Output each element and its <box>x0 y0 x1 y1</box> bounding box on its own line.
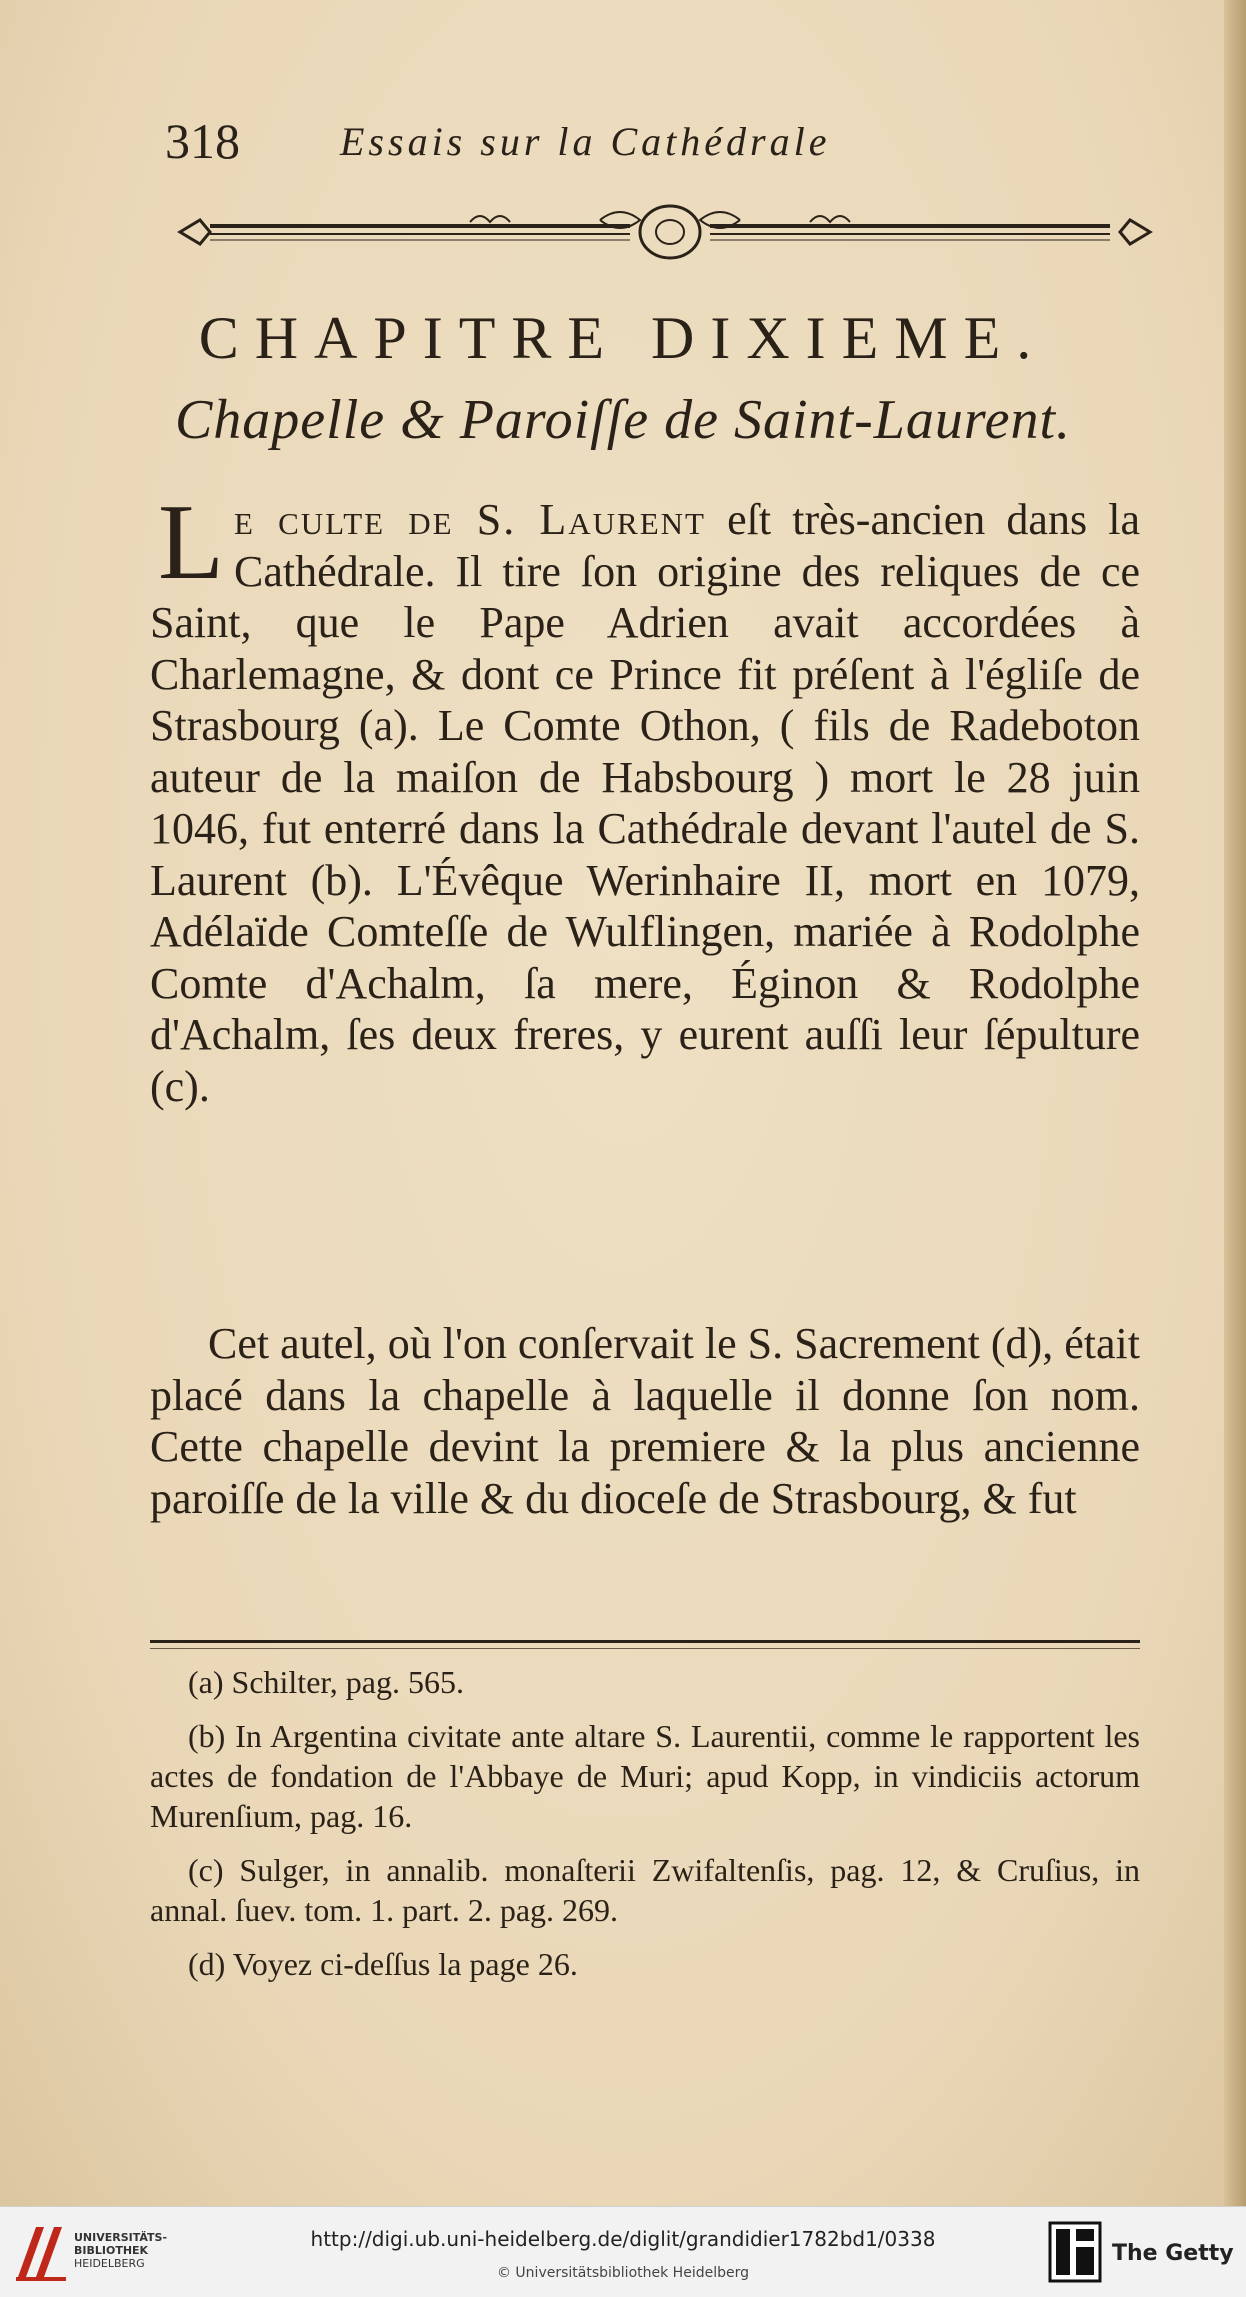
footnote-mark: (a) <box>188 1664 224 1700</box>
footnote-text: Schilter, pag. 565. <box>231 1664 464 1700</box>
footnote-a <box>150 1662 1140 1702</box>
drop-cap: L <box>158 483 224 602</box>
footnote-text: In Argentina civitate ante altare S. Laurentii, comme le rapportent les actes de fondation de l'Abbaye de Muri; apud Kopp, in vindiciis actorum Murenſium, pag. 16. <box>150 1718 1141 1834</box>
getty-logo-icon <box>1048 2221 1102 2283</box>
footnote-mark: (d) <box>188 1946 226 1982</box>
footnote-c <box>150 1850 1140 1930</box>
running-title: Essais sur la Cathédrale <box>340 119 831 164</box>
chapter-subtitle: Chapelle & Paroiſſe de Saint-Laurent. <box>174 389 1072 451</box>
paragraph-2: Cet autel, où l'on conſervait le S. Sacrement (d), était placé dans la chapelle à laquelle il donne ſon nom. Cette chapelle devint la premiere & la plus ancienne paroiſſe de la ville & du dioceſe de Strasbourg, & fut <box>150 1319 1140 1523</box>
viewer-footer <box>0 2206 1246 2297</box>
page-header <box>165 112 1045 172</box>
partner-name: The Getty <box>1112 2241 1234 2266</box>
ornamental-divider <box>170 192 1160 272</box>
paragraph-1-text: eſt très-ancien dans la Cathédrale. Il tire ſon origine des reliques de ce Saint, que le Pape Adrien avait accordées à Charlemagne, & dont ce Prince fit préſent à l'égliſe de Strasbourg (a). Le Comte Othon, ( fils de Radeboton auteur de la maiſon de Habsbourg ) mort le 28 juin 1046, fut enterré dans la Cathédrale devant l'autel de S. Laurent (b). L'Évêque Werinhaire II, mort en 1079, Adélaïde Comteſſe de Wulflingen, mariée à Rodolphe Comte d'Achalm, ſa mere, Éginon & Rodolphe d'Achalm, ſes deux freres, y eurent auſſi leur ſépulture (c). <box>150 495 1140 1111</box>
footnote-b <box>150 1716 1140 1836</box>
page-number: 318 <box>165 113 240 169</box>
paragraph-1 <box>150 483 1140 1112</box>
library-name-line1: UNIVERSITÄTS- <box>74 2231 168 2244</box>
chapter-title: CHAPITRE DIXIEME. <box>198 305 1048 371</box>
footnote-text: Sulger, in annalib. monaſterii Zwifaltenſis, pag. 12, & Cruſius, in annal. ſuev. tom. 1. part. 2. pag. 269. <box>150 1852 1141 1928</box>
footnote-d <box>150 1944 1140 1984</box>
footnote-mark: (b) <box>188 1718 226 1754</box>
footnote-mark: (c) <box>188 1852 224 1888</box>
library-name-line2: BIBLIOTHEK <box>74 2244 149 2257</box>
footnote-rule-thin <box>150 1648 1140 1649</box>
footnotes <box>150 1662 1140 1998</box>
footnote-rule <box>150 1640 1140 1643</box>
footnote-text: Voyez ci-deſſus la page 26. <box>232 1946 578 1982</box>
paragraph-1-opening: e culte de S. Laurent <box>233 495 706 544</box>
permalink-url[interactable]: http://digi.ub.uni-heidelberg.de/diglit/grandidier1782bd1/0338 <box>310 2227 936 2251</box>
library-name-line3: HEIDELBERG <box>74 2257 145 2270</box>
copyright-notice: © Universitätsbibliothek Heidelberg <box>496 2265 749 2281</box>
